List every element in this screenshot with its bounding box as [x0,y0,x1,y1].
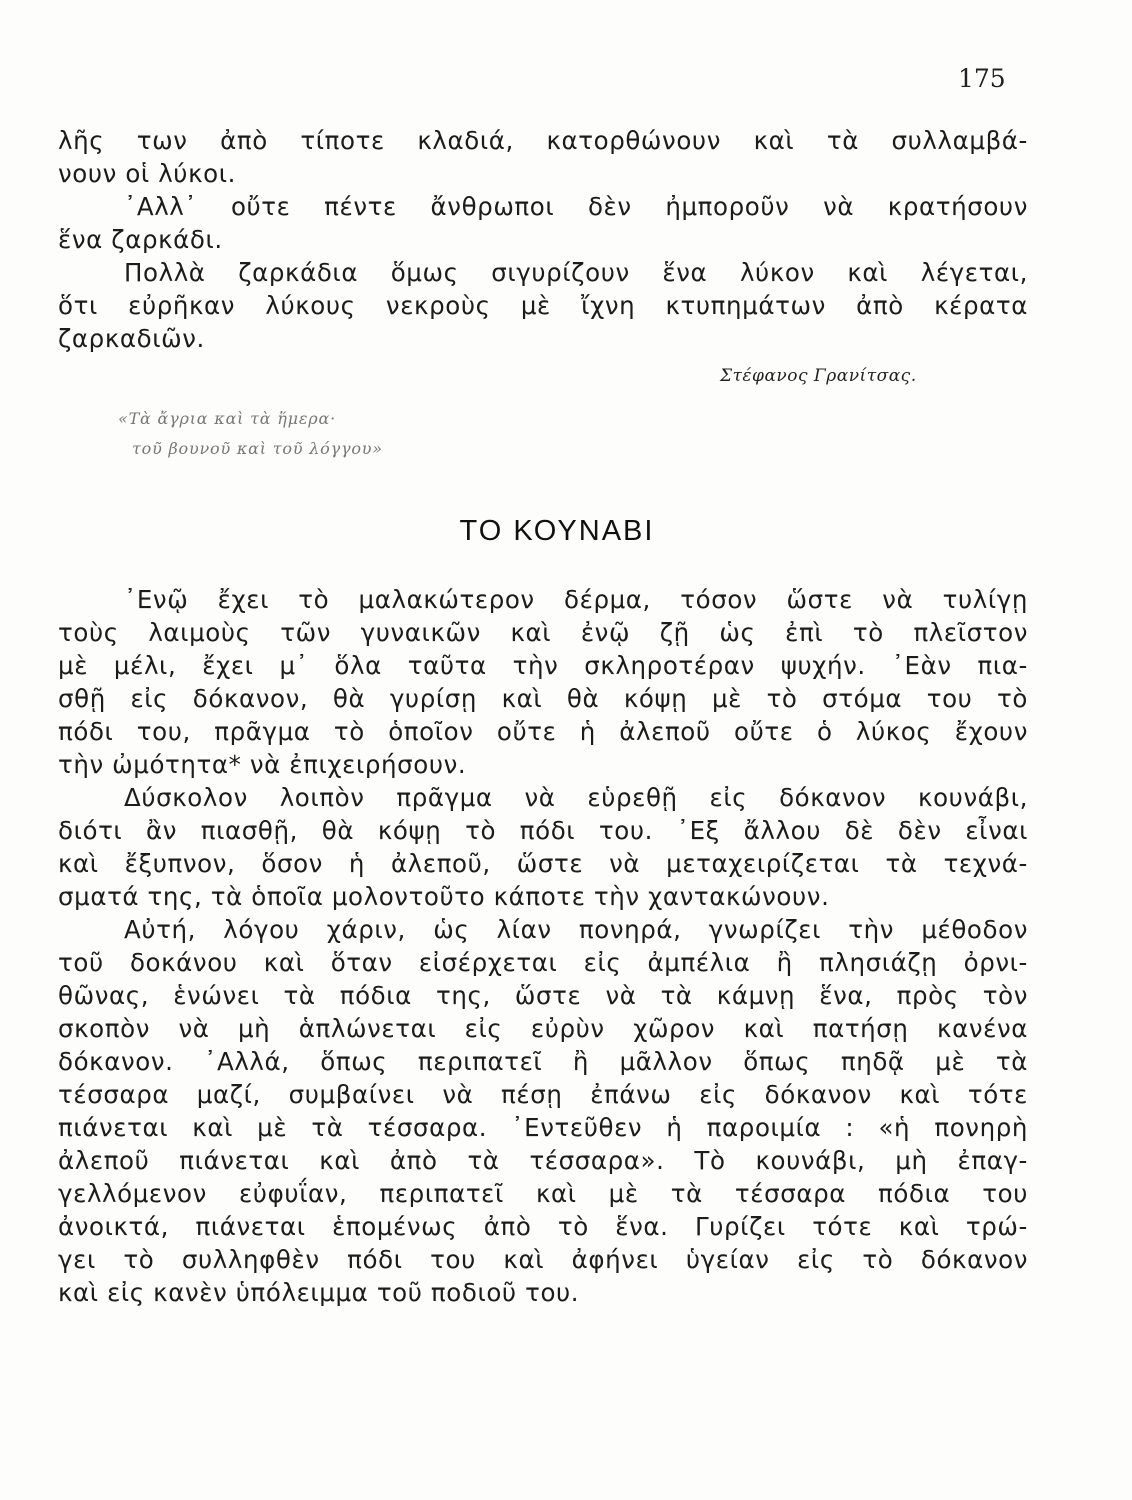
text-line: καὶ εἰς κανὲν ὑπόλειμμα τοῦ ποδιοῦ του. [58,1278,580,1307]
text-line: σματά της, τὰ ὁποῖα μολοντοῦτο κάποτε τὴν χαντακώνουν. [58,882,830,911]
chapter-text [58,583,1028,1309]
text-line: ὅτι εὐρῆκαν λύκους νεκροὺς μὲ ἴχνη κτυπημάτων ἀπὸ κέρατα [58,291,1028,320]
source-line: τοῦ βουνοῦ καὶ τοῦ λόγγου» [132,439,383,458]
text-line: σκοπὸν νὰ μὴ ἁπλώνεται εἰς εὐρὺν χῶρον καὶ πατήσῃ κανένα [58,1014,1028,1043]
text-line: πόδι του, πρᾶγμα τὸ ὁποῖον οὔτε ἡ ἀλεποῦ οὔτε ὁ λύκος ἔχουν [58,717,1028,746]
text-line: δόκανον. ᾿Αλλά, ὅπως περιπατεῖ ἢ μᾶλλον ὅπως πηδᾷ μὲ τὰ [58,1047,1028,1076]
text-line: θῶνας, ἑνώνει τὰ πόδια της, ὥστε νὰ τὰ κάμνῃ ἕνα, πρὸς τὸν [58,981,1028,1010]
text-line: ζαρκαδιῶν. [58,324,205,353]
text-line: λῆς των ἀπὸ τίποτε κλαδιά, κατορθώνουν καὶ τὰ συλλαμβά- [58,126,1028,155]
text-line: ᾿Ενῷ ἔχει τὸ μαλακώτερον δέρμα, τόσον ὥστε νὰ τυλίγῃ [124,585,1028,614]
text-line: σθῇ εἰς δόκανον, θὰ γυρίσῃ καὶ θὰ κόψῃ μὲ τὸ στόμα του τὸ [58,684,1028,713]
text-line: μὲ μέλι, ἔχει μ᾿ ὅλα ταῦτα τὴν σκληροτέραν ψυχήν. ᾿Εὰν πια- [58,651,1028,680]
text-line: τέσσαρα μαζί, συμβαίνει νὰ πέσῃ ἐπάνω εἰς δόκανον καὶ τότε [58,1080,1028,1109]
previous-section-text [58,124,1028,355]
chapter-title [0,515,1132,548]
text-line: ἕνα ζαρκάδι. [58,225,223,254]
text-line: ἀνοικτά, πιάνεται ἑπομένως ἀπὸ τὸ ἕνα. Γυρίζει τότε καὶ τρώ- [58,1212,1028,1241]
text-line: Αὐτή, λόγου χάριν, ὡς λίαν πονηρά, γνωρίζει τὴν μέθοδον [124,915,1028,944]
text-line: πιάνεται καὶ μὲ τὰ τέσσαρα. ᾿Εντεῦθεν ἡ παροιμία : «ἡ πονηρὴ [58,1113,1028,1142]
text-line: ἀλεποῦ πιάνεται καὶ ἀπὸ τὰ τέσσαρα». Τὸ κουνάβι, μὴ ἐπαγ- [58,1146,1028,1175]
text-line: διότι ἂν πιασθῇ, θὰ κόψῃ τὸ πόδι του. ᾿Εξ ἄλλου δὲ δὲν εἶναι [58,816,1028,845]
text-line: γελλόμενον εὐφυΐαν, περιπατεῖ καὶ μὲ τὰ τέσσαρα πόδια του [58,1179,1028,1208]
text-line: γει τὸ συλληφθὲν πόδι του καὶ ἀφήνει ὑγείαν εἰς τὸ δόκανον [58,1245,1028,1274]
chapter-title-text: ΤΟ ΚΟΥΝΑΒΙ [459,515,655,547]
source-citation [118,404,383,464]
text-line: τοὺς λαιμοὺς τῶν γυναικῶν καὶ ἐνῷ ζῇ ὡς ἐπὶ τὸ πλεῖστον [58,618,1028,647]
source-line: «Τὰ ἄγρια καὶ τὰ ἥμερα· [118,409,336,428]
text-line: καὶ ἔξυπνον, ὅσον ἡ ἀλεποῦ, ὥστε νὰ μεταχειρίζεται τὰ τεχνά- [58,849,1028,878]
author-signature: Στέφανος Γρανίτσας. [720,366,917,386]
text-line: τὴν ὠμότητα* νὰ ἐπιχειρήσουν. [58,750,467,779]
page-number: 175 [958,64,1006,93]
text-line: τοῦ δοκάνου καὶ ὅταν εἰσέρχεται εἰς ἀμπέλια ἢ πλησιάζῃ ὀρνι- [58,948,1028,977]
text-line: Δύσκολον λοιπὸν πρᾶγμα νὰ εὑρεθῇ εἰς δόκανον κουνάβι, [124,783,1028,812]
text-line: ᾿Αλλ᾿ οὔτε πέντε ἄνθρωποι δὲν ἠμποροῦν νὰ κρατήσουν [124,192,1028,221]
text-line: νουν οἱ λύκοι. [58,159,236,188]
text-line: Πολλὰ ζαρκάδια ὅμως σιγυρίζουν ἕνα λύκον καὶ λέγεται, [124,258,1028,287]
